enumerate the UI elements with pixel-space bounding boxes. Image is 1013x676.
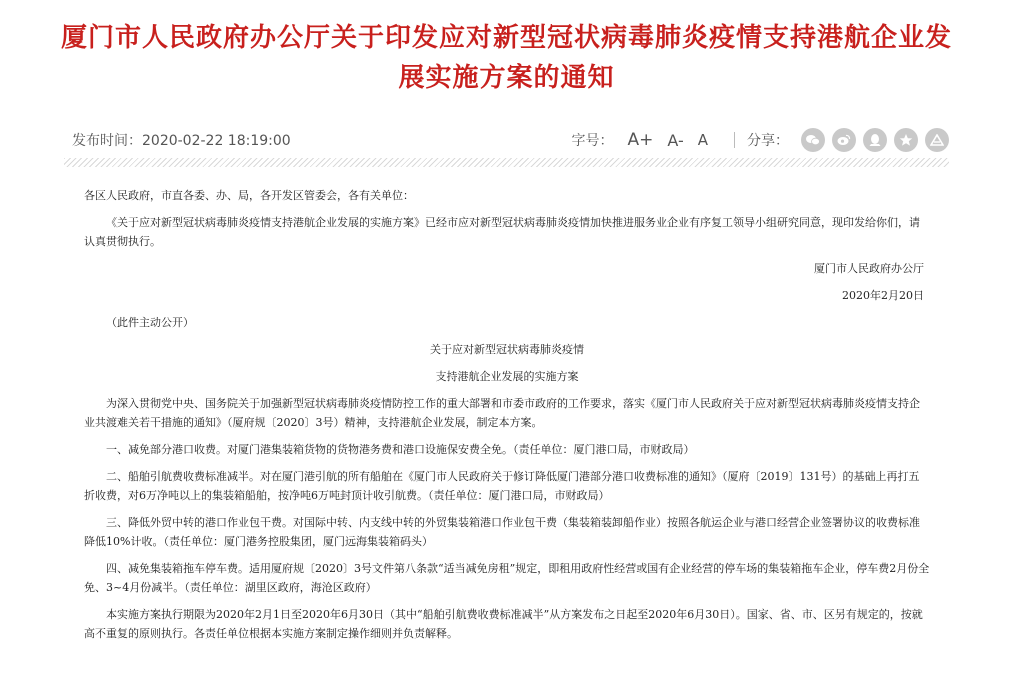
- share-controls: [747, 128, 949, 152]
- publish-time: 2020-02-22 18:19:00: [142, 133, 291, 149]
- paragraph-item-3: 三、降低外贸中转的港口作业包干费。对国际中转、内支线中转的外贸集装箱港口作业包干费（集装箱装卸船作业）按照各航运企业与港口经营企业签署协议的收费标准降低10%计收。（责任单位：厦门港务控股集团，厦门远海集装箱码头）: [84, 516, 920, 548]
- paragraph-item-2: 二、船舶引航费收费标准减半。对在厦门港引航的所有船舶在《厦门市人民政府关于修订降低厦门港部分港口收费标准的通知》（厦府〔2019〕131号）的基础上再打五折收费，对6万净吨以上的集装箱船舶，按净吨6万吨封顶计收引航费。（责任单位：厦门港口局，市财政局）: [84, 470, 920, 502]
- issue-date: 2020年2月20日: [842, 289, 924, 302]
- paragraph-preamble: 为深入贯彻党中央、国务院关于加强新型冠状病毒肺炎疫情防控工作的重大部署和市委市政府的工作要求，落实《厦门市人民政府关于应对新型冠状病毒肺炎疫情支持企业共渡难关若干措施的通知》（厦府规〔2020〕3号）精神，支持港航企业发展，制定本方案。: [84, 397, 920, 429]
- page-title: 厦门市人民政府办公厅关于印发应对新型冠状病毒肺炎疫情支持港航企业发展实施方案的通知: [60, 23, 952, 93]
- qq-icon[interactable]: [863, 128, 887, 152]
- share-label: 分享：: [747, 133, 789, 149]
- doc-title-line-2: 支持港航企业发展的实施方案: [435, 370, 579, 383]
- qzone-icon[interactable]: [894, 128, 918, 152]
- article-body: [84, 186, 930, 643]
- addressee: 各区人民政府，市直各委、办、局，各开发区管委会，各有关单位：: [84, 189, 414, 202]
- share-icon-group: [801, 128, 949, 152]
- font-size-controls: [571, 130, 708, 150]
- paragraph-item-1: 一、减免部分港口收费。对厦门港集装箱货物的货物港务费和港口设施保安费全免。（责任单位：厦门港口局，市财政局）: [106, 443, 695, 456]
- header-divider: [64, 158, 949, 167]
- paragraph-item-4: 四、减免集装箱拖车停车费。适用厦府规〔2020〕3号文件第八条款“适当减免房租”规定，即租用政府性经营或国有企业经营的停车场的集装箱拖车企业，停车费2月份全免、3~4月份减半。（责任单位：湖里区政府，海沧区政府）: [84, 562, 930, 594]
- article-meta-bar: [72, 126, 949, 154]
- paragraph-closing: 本实施方案执行期限为2020年2月1日至2020年6月30日（其中“船舶引航费收费标准减半”从方案发布之日起至2020年6月30日）。国家、省、市、区另有规定的，按就高不重复的原则执行。各责任单位根据本实施方案制定操作细则并负责解释。: [84, 608, 923, 640]
- font-decrease-button[interactable]: A-: [667, 130, 684, 150]
- divider: [734, 132, 735, 148]
- font-increase-button[interactable]: A+: [627, 130, 654, 150]
- intro-paragraph: 《关于应对新型冠状病毒肺炎疫情支持港航企业发展的实施方案》已经市应对新型冠状病毒肺炎疫情加快推进服务业企业有序复工领导小组研究同意，现印发给你们，请认真贯彻执行。: [84, 216, 920, 248]
- wechat-icon[interactable]: [801, 128, 825, 152]
- publish-info: [72, 130, 571, 150]
- publish-label: 发布时间：: [72, 133, 142, 149]
- public-note: （此件主动公开）: [106, 316, 194, 329]
- weibo-icon[interactable]: [832, 128, 856, 152]
- douban-icon[interactable]: [925, 128, 949, 152]
- doc-title-line-1: 关于应对新型冠状病毒肺炎疫情: [430, 343, 584, 356]
- issuer: 厦门市人民政府办公厅: [814, 262, 924, 275]
- font-default-button[interactable]: A: [697, 131, 708, 149]
- font-size-label: 字号：: [571, 133, 614, 149]
